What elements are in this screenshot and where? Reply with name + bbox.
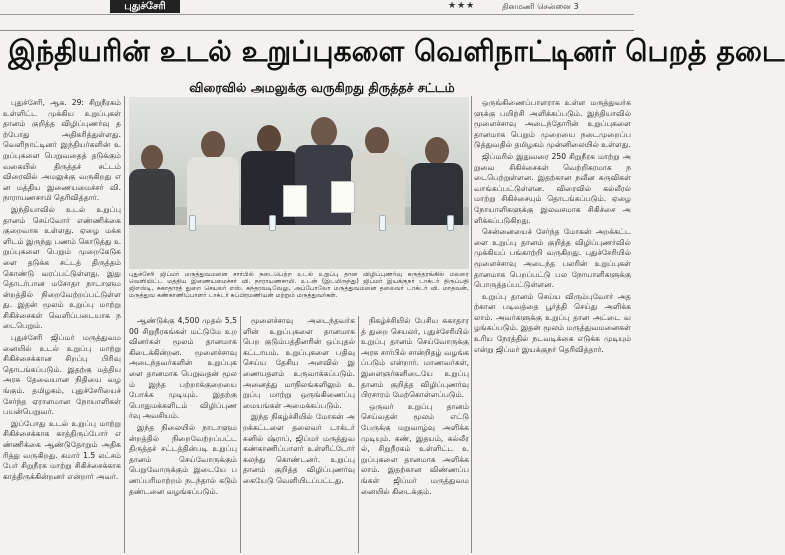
column-divider	[358, 316, 359, 553]
paragraph: ஆண்டுக்கு 4,500 முதல் 5,500 சிறுநீரகங்கள் மட்டுமே உறவினர்கள் மூலம் தானமாக கிடைக்கின்றன. மூளைச்சாவு அடைந்தவர்களின் உறுப்புகளை தானமாக பெறுவதன் மூலம் இந்த பற்றாக்குறையை போக்க முடியும். இதற்கு பொதுமக்களிடம் விழிப்புணர்வு அவசியம்.	[129, 316, 237, 421]
released-booklet	[331, 181, 355, 213]
dais-table	[129, 225, 469, 269]
column-divider	[471, 96, 472, 553]
paragraph: சென்னையைச் சேர்ந்த மோகன் அறக்கட்டளை உறுப்பு தானம் குறித்த விழிப்புணர்வில் முக்கியப் பங்காற்றி வருகிறது. புதுச்சேரியில் மூளைச்சாவு அடைந்த பலரின் உறுப்புகள் தானமாக பெறப்பட்டு பல நோயாளிகளுக்கு பொருத்தப்பட்டுள்ளன.	[474, 227, 631, 290]
text-column-4	[361, 316, 469, 553]
subheadline: விரைவில் அமலுக்கு வருகிறது திருத்தச் சட்டம்	[189, 80, 455, 95]
water-bottle	[379, 215, 386, 231]
water-bottle	[447, 215, 454, 231]
paper-edition-info: தினமணி சென்னை 3	[502, 2, 579, 11]
paragraph: புதுச்சேரி ஜிப்மர் மருத்துவமனையில் உடல் உறுப்பு மாற்று சிகிச்சைக்கான சிறப்பு பிரிவு தொடங்கப்படும். இதற்கு மத்திய அரசு தேவையான நிதியை வழங்கும். தமிழகம், புதுச்சேரியைச் சேர்ந்த ஏராளமான நோயாளிகள் பயன்பெறுவர்.	[3, 333, 121, 417]
paragraph: இப்போது உடல் உறுப்பு மாற்று சிகிச்சைக்காக காத்திருப்போர் எண்ணிக்கை ஆண்டுதோறும் அதிகரித்து வருகிறது. சுமார் 1.5 லட்சம் பேர் சிறுநீரக மாற்று சிகிச்சைக்காக காத்திருக்கின்றனர் என்றார் அவர்.	[3, 418, 121, 481]
paragraph: இந்த நிலையில் நாடாளுமன்றத்தில் நிறைவேற்றப்பட்ட திருத்தச் சட்டத்தின்படி உறுப்பு தானம் செய்வோருக்கும் பெறுவோருக்கும் இடையே பணப்பரிமாற்றம் நடந்தால் கடும் தண்டனை வழங்கப்படும்.	[129, 422, 237, 496]
headline: இந்தியரின் உடல் உறுப்புகளை வெளிநாட்டினர் பெறத் தடை	[8, 34, 785, 68]
paragraph: மூளைச்சாவு அடைந்தவர்களின் உறுப்புகளை தானமாக பெற குடும்பத்தினரின் ஒப்புதல் கட்டாயம். உறுப்புகளை பதிவு செய்ய தேசிய அளவில் இணையதளம் உருவாக்கப்படும். அனைத்து மாநிலங்களிலும் உறுப்பு மாற்று ஒருங்கிணைப்பு மையங்கள் அமைக்கப்படும்.	[243, 316, 355, 410]
paragraph: இந்த நிகழ்ச்சியில் மோகன் அறக்கட்டளை தலைவர் டாக்டர் சுனில் ஷ்ராப், ஜிப்மர் மருத்துவ கண்காணிப்பாளர் உள்ளிட்டோர் கலந்து கொண்டனர். உறுப்பு தானம் குறித்த விழிப்புணர்வு கையேடு வெளியிடப்பட்டது.	[243, 412, 355, 485]
paragraph: ஜிப்மரில் இதுவரை 250 சிறுநீரக மாற்று அறுவை சிகிச்சைகள் வெற்றிகரமாக நடைபெற்றுள்ளன. இதற்கான நவீன கருவிகள் வாங்கப்பட்டுள்ளன. விரைவில் கல்லீரல் மாற்று சிகிச்சையும் தொடங்கப்படும். ஏழை நோயாளிகளுக்கு இலவசமாக சிகிச்சை அளிக்கப்படுகிறது.	[474, 151, 631, 225]
text-column-2	[129, 316, 237, 553]
paragraph: உறுப்பு தானம் செய்ய விரும்புவோர் அதற்கான படிவத்தை பூர்த்தி செய்து அளிக்கலாம். அவர்களுக்கு உறுப்பு தான அட்டை வழங்கப்படும். இதன் மூலம் மருத்துவமனைகள் உரிய நேரத்தில் நடவடிக்கை எடுக்க முடியும் என்று ஜிப்மர் இயக்குநர் தெரிவித்தார்.	[474, 291, 631, 354]
water-bottle	[189, 215, 196, 231]
divider	[0, 30, 634, 31]
event-photo	[129, 97, 469, 269]
text-column-3	[243, 316, 355, 553]
water-bottle	[269, 215, 276, 231]
paragraph: ஒருங்கிணைப்பாளராக உள்ள மருத்துவர்களுக்கு பயிற்சி அளிக்கப்படும். இந்தியாவில் மூளைச்சாவு அடைந்தோரின் உறுப்புகளை தானமாக பெறும் முறையை நடைமுறைப்படுத்துவதில் தமிழகம் முன்னிலையில் உள்ளது.	[474, 98, 631, 150]
text-column-1	[3, 98, 121, 553]
paragraph: நிகழ்ச்சியில் பேசிய சுகாதாரத் துறை செயலர், புதுச்சேரியில் உறுப்பு தானம் செய்வோருக்கு அரசு சார்பில் சான்றிதழ் வழங்கப்படும் என்றார். மாணவர்கள், இளைஞர்களிடையே உறுப்பு தானம் குறித்த விழிப்புணர்வு பிரசாரம் மேற்கொள்ளப்படும்.	[361, 316, 469, 400]
column-divider	[124, 96, 125, 553]
masthead-strip	[0, 0, 634, 15]
column-divider	[240, 316, 241, 553]
paragraph: இந்தியாவில் உடல் உறுப்பு தானம் செய்வோர் எண்ணிக்கை குறைவாக உள்ளது. ஏழை மக்களிடம் இருந்து பணம் கொடுத்து உறுப்புகளை பெறும் முறைகேடுகளை தடுக்க சட்டத் திருத்தம் கொண்டு வரப்பட்டுள்ளது. இது தொடர்பான மசோதா நாடாளுமன்றத்தில் நிறைவேற்றப்பட்டுள்ளது. இதன் மூலம் உறுப்பு மாற்று சிகிச்சைகள் வெளிப்படையாக நடைபெறும்.	[3, 204, 121, 331]
photo-caption: புதுச்சேரி ஜிப்மர் மருத்துவமனை சார்பில் நடைபெற்ற உடல் உறுப்பு தான விழிப்புணர்வு கருத்தரங்கில் மலரை வெளியிட்ட மத்திய இணையமைச்சர் வி. நாராயணசாமி. உடன் (இடமிருந்து) ஜிப்மர் இயக்குநர் டாக்டர் திருப்பதி ஜிஎஸ்டி, சுகாதாரத் துறை செயலர் எஸ். சுந்தரவடிவேலு, அப்போலோ மருத்துவமனை தலைவர் டாக்டர் வி. மாதவன், மருத்துவ கண்காணிப்பாளர் டாக்டர் சுப்பிரமணியன் மற்றும் மருத்துவர்கள்.	[129, 271, 469, 299]
paragraph: ஒருவர் உறுப்பு தானம் செய்வதன் மூலம் எட்டு பேருக்கு மறுவாழ்வு அளிக்க முடியும். கண், இதயம், கல்லீரல், சிறுநீரகம் உள்ளிட்ட உறுப்புகளை தானமாக அளிக்கலாம். இதற்கான விண்ணப்பங்கள் ஜிப்மர் மருத்துவமனையில் கிடைக்கும்.	[361, 401, 469, 496]
text-column-5	[474, 98, 631, 553]
released-booklet	[283, 185, 307, 217]
section-tag: புதுச்சேரி	[110, 0, 180, 13]
paragraph: புதுச்சேரி, ஆக. 29: சிறுநீரகம் உள்ளிட்ட முக்கிய உறுப்புகள் தானம் குறித்த விழிப்புணர்வு தற்போது அதிகரித்துள்ளது. வெளிநாட்டினர் இந்தியர்களின் உறுப்புகளை பெறுவதைத் தடுக்கும் வகையில் திருத்தச் சட்டம் விரைவில் அமலுக்கு வருகிறது என மத்திய இணையமைச்சர் வி. நாராயணசாமி தெரிவித்தார்.	[3, 98, 121, 203]
star-rating: ★★★	[448, 1, 476, 11]
